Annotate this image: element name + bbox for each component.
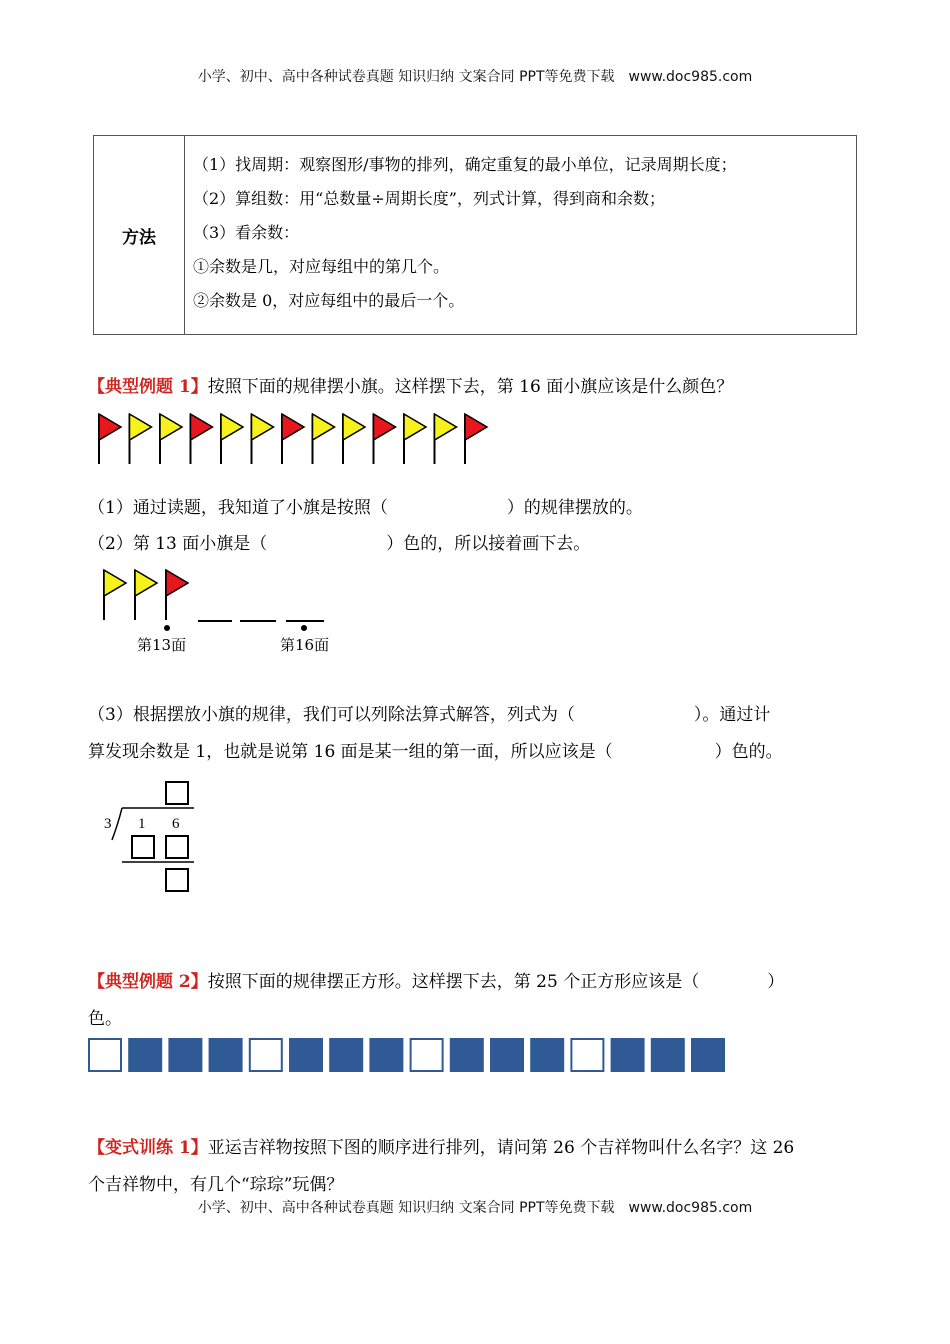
example1-question-text: 按照下面的规律摆小旗。这样摆下去，第 16 面小旗应该是什么颜色？ [207,377,734,397]
yellow-flag [135,570,157,620]
yellow-flag [252,414,274,464]
squares-row [88,1038,728,1074]
blue-square [652,1039,684,1071]
red-flag [465,414,487,464]
blue-square [612,1039,644,1071]
label-13th-flag: 第13面 [137,636,187,654]
method-line: ①余数是几，对应每组中的第几个。 [193,257,450,276]
white-square [571,1039,603,1071]
blue-square [290,1039,322,1071]
yellow-flag [221,414,243,464]
blue-square [451,1039,483,1071]
red-flag [282,414,304,464]
marker-dot-13 [164,625,170,631]
footer-text: 小学、初中、高中各种试卷真题 知识归纳 文案合同 PPT等免费下载 [197,1200,615,1216]
header-text: 小学、初中、高中各种试卷真题 知识归纳 文案合同 PPT等免费下载 [197,69,615,85]
product-box-ones [166,836,188,858]
yellow-flag [160,414,182,464]
divisor: 3 [104,816,112,832]
method-line: （3）看余数： [193,223,300,242]
long-division [100,778,210,898]
example2-tag: 【典型例题 2】 [88,972,208,992]
division-bracket [112,808,122,840]
yellow-flag [104,570,126,620]
quotient-box [166,782,188,804]
example2-question [88,967,784,992]
red-flag [99,414,121,464]
label-16th-flag: 第16面 [280,636,330,654]
variant1-question [88,1133,794,1158]
blue-square [531,1039,563,1071]
flag-continuation-sketch [96,570,336,626]
example1-q2: （2）第 13 面小旗是（ ）色的，所以接着画下去。 [88,534,591,554]
blue-square [330,1039,362,1071]
variant1-question-text: 亚运吉祥物按照下图的顺序进行排列，请问第 26 个吉祥物叫什么名字？这 26 [207,1138,795,1158]
header-url[interactable]: www.doc985.com [628,69,753,85]
blue-square [491,1039,523,1071]
yellow-flag [130,414,152,464]
example1-q1: （1）通过读题，我知道了小旗是按照（ ）的规律摆放的。 [88,498,643,518]
red-flag [191,414,213,464]
footer-url[interactable]: www.doc985.com [628,1200,753,1216]
example2-question-line2: 色。 [88,1009,122,1029]
example1-question [88,372,733,397]
variant1-question-line2: 个吉祥物中，有几个“琮琮”玩偶？ [88,1175,344,1195]
method-line: （1）找周期：观察图形/事物的排列，确定重复的最小单位，记录周期长度； [193,155,737,174]
method-label: 方法 [94,136,185,334]
white-square [89,1039,121,1071]
example1-q3-line1: （3）根据摆放小旗的规律，我们可以列除法算式解答，列式为（ ）。通过计 [88,705,771,725]
yellow-flag [435,414,457,464]
product-box-tens [132,836,154,858]
red-flag [166,570,188,620]
blue-square [129,1039,161,1071]
dividend-tens: 1 [138,816,146,832]
blue-square [169,1039,201,1071]
example1-tag: 【典型例题 1】 [88,377,208,397]
method-table [93,135,857,335]
flags-row [96,414,496,466]
yellow-flag [313,414,335,464]
method-line: ②余数是 0，对应每组中的最后一个。 [193,291,465,310]
remainder-box [166,869,188,891]
example2-question-text: 按照下面的规律摆正方形。这样摆下去，第 25 个正方形应该是（ ） [207,972,785,992]
page-header [0,66,950,86]
marker-dot-16 [301,625,307,631]
dividend-ones: 6 [172,816,180,832]
blue-square [210,1039,242,1071]
method-body [185,136,737,334]
white-square [250,1039,282,1071]
blue-square [370,1039,402,1071]
blue-square [692,1039,724,1071]
method-line: （2）算组数：用“总数量÷周期长度”，列式计算，得到商和余数； [193,189,665,208]
yellow-flag [343,414,365,464]
red-flag [374,414,396,464]
variant1-tag: 【变式训练 1】 [88,1138,208,1158]
page-footer [0,1197,950,1217]
white-square [411,1039,443,1071]
example1-q3-line2: 算发现余数是 1，也就是说第 16 面是某一组的第一面，所以应该是（ ）色的。 [88,742,783,762]
yellow-flag [404,414,426,464]
